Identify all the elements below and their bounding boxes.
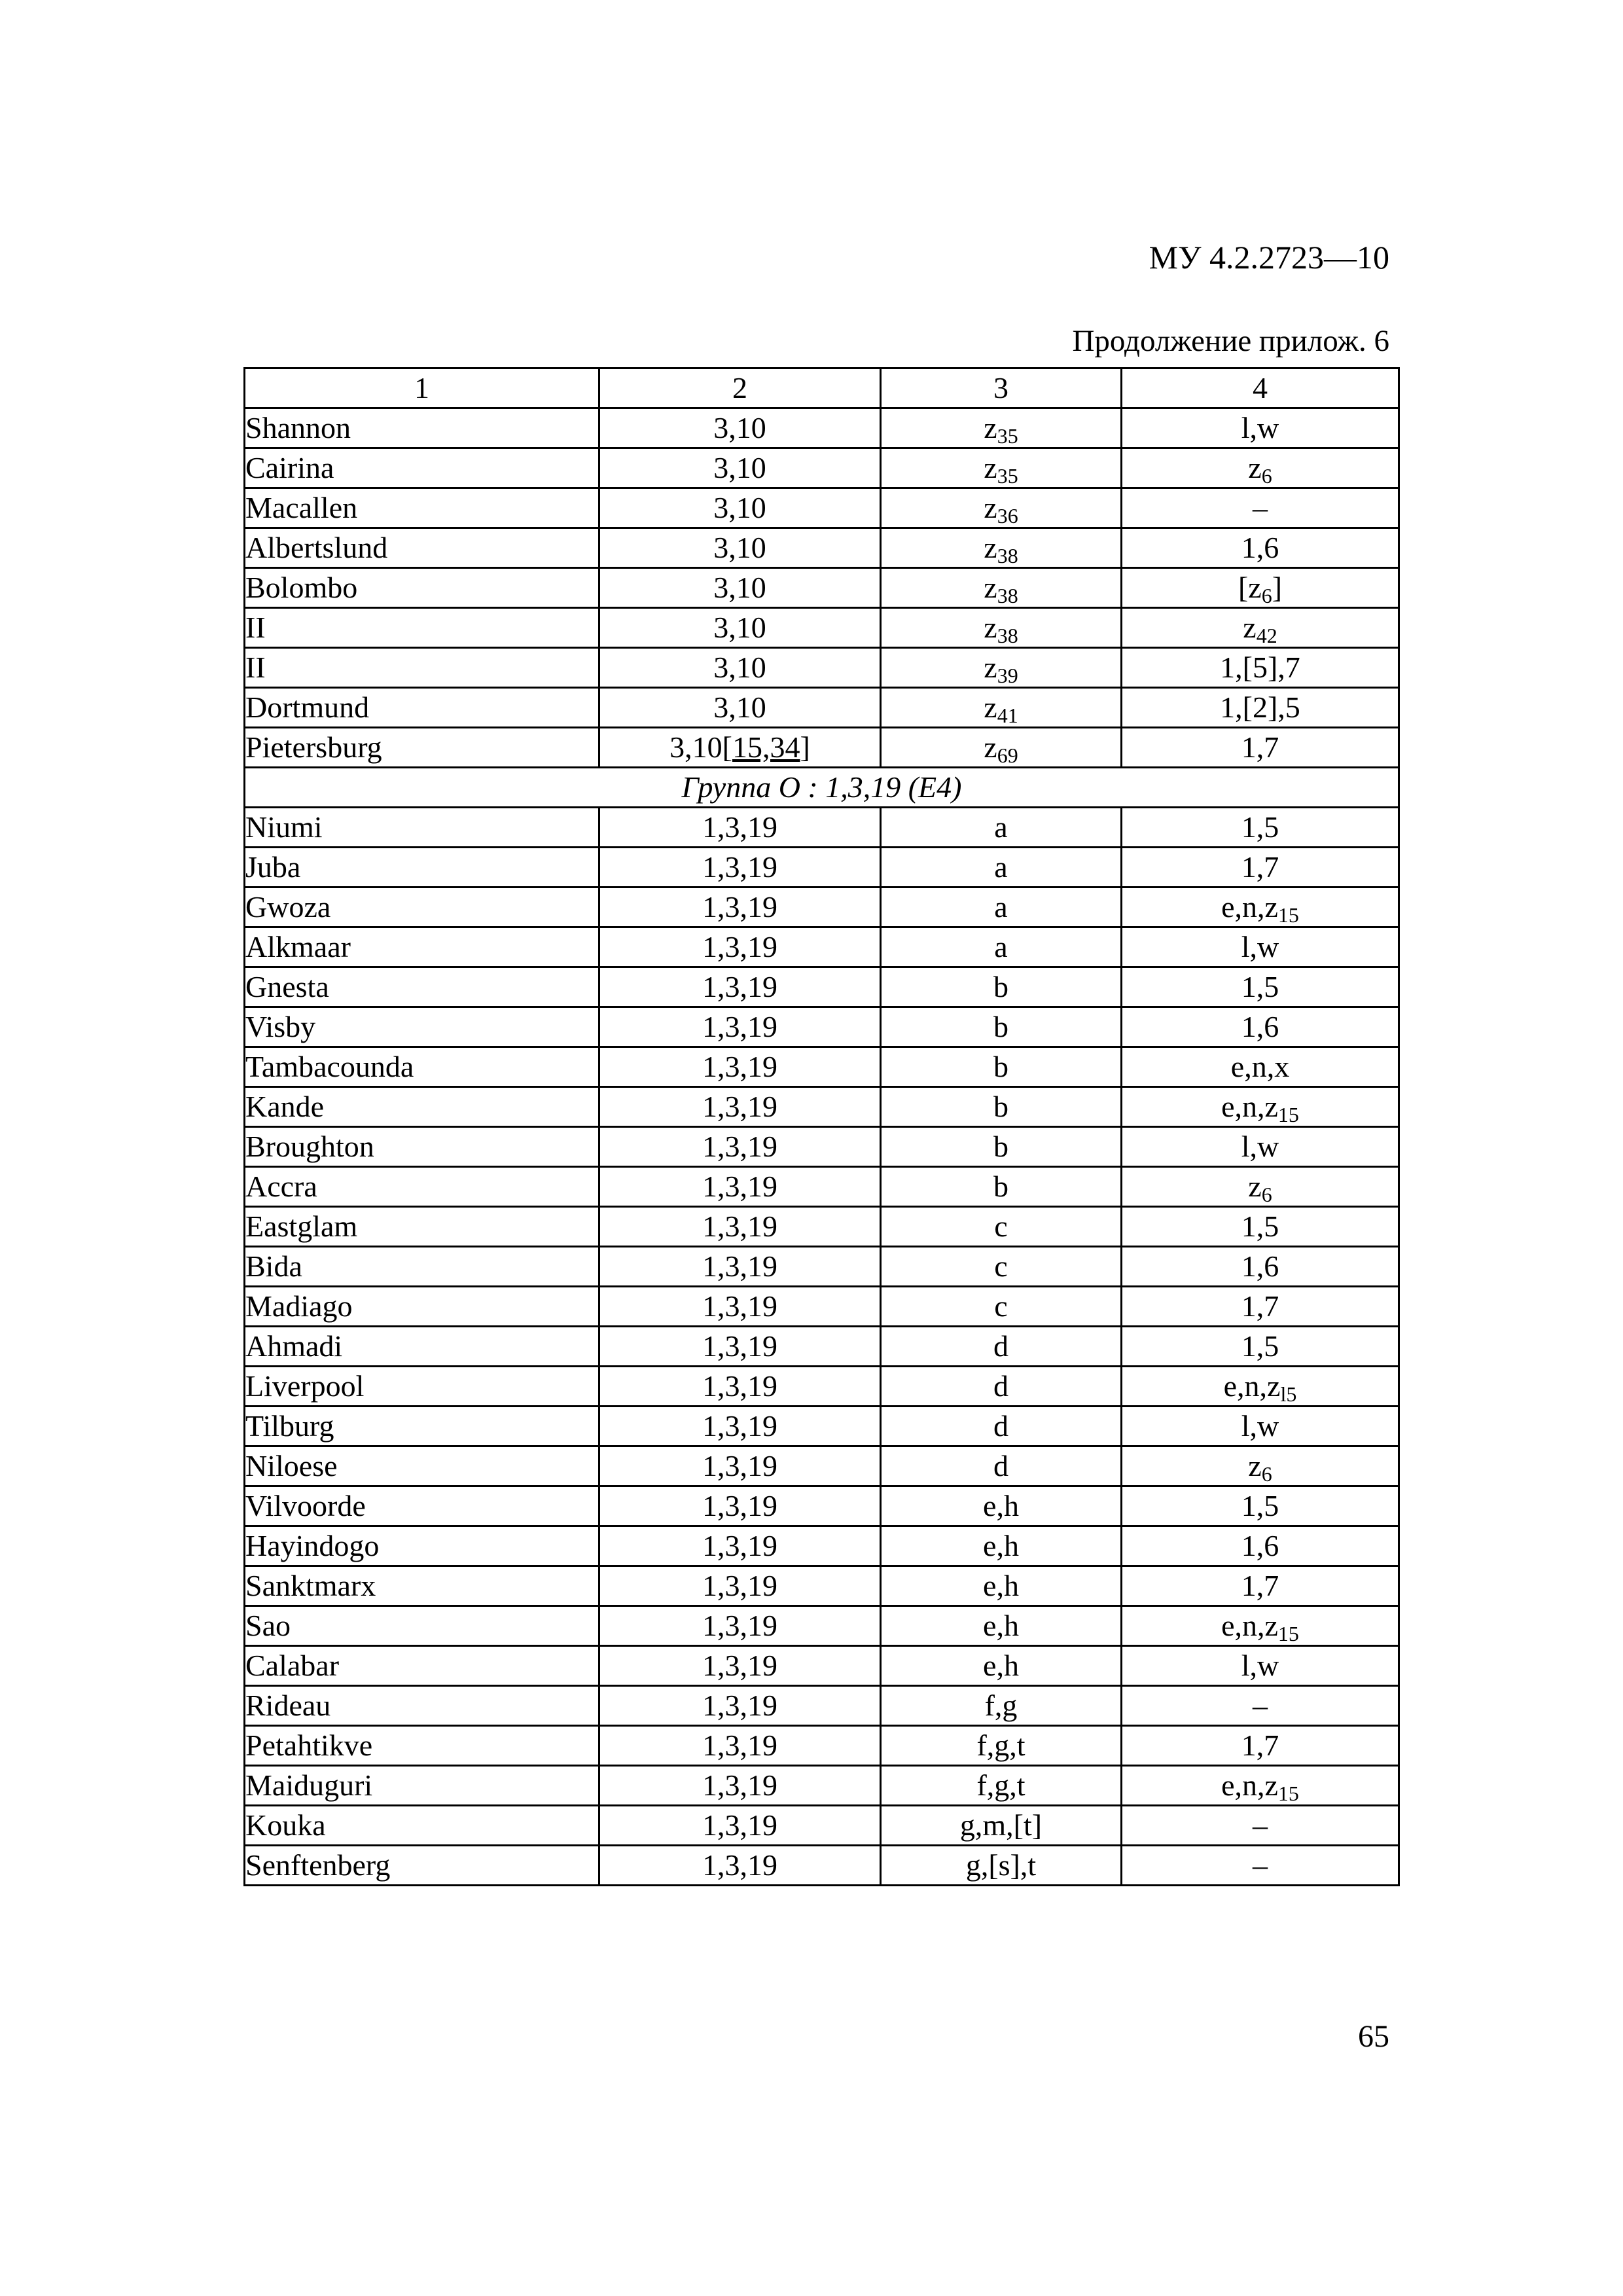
o-antigen: 1,3,19 — [599, 848, 881, 888]
h-antigen-phase1 — [881, 1207, 1122, 1247]
h-antigen-phase2 — [1122, 568, 1399, 608]
subscript-index: 6 — [1261, 1183, 1272, 1206]
serovar-name: Dortmund — [245, 688, 599, 728]
h-antigen-phase2 — [1122, 1606, 1399, 1646]
subscript-index: 39 — [997, 664, 1018, 687]
serovar-name: Tilburg — [245, 1407, 599, 1446]
table-row — [245, 967, 1399, 1007]
subscript-index: 38 — [997, 584, 1018, 607]
o-antigen: 1,3,19 — [599, 1486, 881, 1526]
subscript-index: 15 — [1277, 1782, 1299, 1805]
cell-text: l,w — [1241, 1130, 1279, 1163]
table-row — [245, 1606, 1399, 1646]
cell-text: b — [993, 1170, 1008, 1203]
cell-text: z — [1248, 1170, 1262, 1203]
h-antigen-phase2 — [1122, 1007, 1399, 1047]
table-row — [245, 448, 1399, 488]
h-antigen-phase2 — [1122, 848, 1399, 888]
h-antigen-phase2 — [1122, 528, 1399, 568]
cell-text: [z — [1238, 571, 1262, 604]
h-antigen-phase1 — [881, 448, 1122, 488]
table-row — [245, 888, 1399, 927]
cell-text: 1,7 — [1241, 850, 1279, 884]
cell-text: a — [994, 930, 1008, 963]
h-antigen-phase2 — [1122, 1407, 1399, 1446]
table-row — [245, 408, 1399, 448]
o-antigen: 1,3,19 — [599, 1407, 881, 1446]
cell-text: 1,[5],7 — [1220, 651, 1300, 684]
table-row — [245, 1846, 1399, 1886]
page-number: 65 — [1358, 2019, 1389, 2054]
o-antigen: 1,3,19 — [599, 1566, 881, 1606]
serovar-name: Kande — [245, 1087, 599, 1127]
table-row — [245, 1566, 1399, 1606]
o-antigen: 1,3,19 — [599, 967, 881, 1007]
table-row — [245, 1726, 1399, 1766]
cell-text: z — [984, 451, 997, 484]
cell-text: c — [994, 1289, 1008, 1323]
h-antigen-phase1 — [881, 1686, 1122, 1726]
cell-text: 1,6 — [1241, 1010, 1279, 1043]
h-antigen-phase1 — [881, 967, 1122, 1007]
cell-text: b — [993, 970, 1008, 1003]
o-antigen: 1,3,19 — [599, 808, 881, 848]
table-row — [245, 728, 1399, 768]
cell-text: 15,34 — [732, 730, 800, 764]
h-antigen-phase1 — [881, 1566, 1122, 1606]
serovar-name: Ahmadi — [245, 1327, 599, 1367]
h-antigen-phase1 — [881, 1047, 1122, 1087]
cell-text: e,n,z — [1221, 1090, 1278, 1123]
h-antigen-phase1 — [881, 408, 1122, 448]
o-antigen: 3,10 — [599, 648, 881, 688]
h-antigen-phase2 — [1122, 1127, 1399, 1167]
cell-text: l,w — [1241, 1409, 1279, 1443]
h-antigen-phase1 — [881, 1846, 1122, 1886]
cell-text: l,w — [1241, 930, 1279, 963]
cell-text: e,h — [983, 1649, 1019, 1682]
table-row — [245, 848, 1399, 888]
cell-text: 1,6 — [1241, 531, 1279, 564]
o-antigen: 1,3,19 — [599, 888, 881, 927]
table-row — [245, 1446, 1399, 1486]
cell-text: l,w — [1241, 1649, 1279, 1682]
h-antigen-phase2 — [1122, 1726, 1399, 1766]
table-row — [245, 1327, 1399, 1367]
table-row — [245, 1486, 1399, 1526]
h-antigen-phase1 — [881, 688, 1122, 728]
o-antigen: 1,3,19 — [599, 1846, 881, 1886]
subscript-index: 15 — [1277, 1103, 1299, 1126]
subscript-index: 35 — [997, 464, 1018, 488]
cell-text: – — [1253, 1689, 1268, 1722]
table-row — [245, 568, 1399, 608]
cell-text: d — [993, 1449, 1008, 1482]
h-antigen-phase2 — [1122, 1167, 1399, 1207]
h-antigen-phase1 — [881, 1726, 1122, 1766]
cell-text: l,w — [1241, 411, 1279, 444]
table-row — [245, 1127, 1399, 1167]
serovar-name: Albertslund — [245, 528, 599, 568]
h-antigen-phase1 — [881, 888, 1122, 927]
h-antigen-phase1 — [881, 927, 1122, 967]
o-antigen: 1,3,19 — [599, 1207, 881, 1247]
h-antigen-phase2 — [1122, 408, 1399, 448]
h-antigen-phase1 — [881, 1287, 1122, 1327]
cell-text: z — [984, 411, 997, 444]
serovar-name: Tambacounda — [245, 1047, 599, 1087]
subscript-index: 42 — [1256, 624, 1277, 647]
cell-text: e,n,z — [1221, 1768, 1278, 1802]
h-antigen-phase2 — [1122, 1367, 1399, 1407]
cell-text: z — [984, 571, 997, 604]
serovar-name: Senftenberg — [245, 1846, 599, 1886]
h-antigen-phase2 — [1122, 728, 1399, 768]
subscript-index: 41 — [997, 704, 1018, 727]
column-number-row — [245, 368, 1399, 408]
h-antigen-phase2 — [1122, 1486, 1399, 1526]
h-antigen-phase1 — [881, 648, 1122, 688]
cell-text: 1,7 — [1241, 1729, 1279, 1762]
o-antigen: 1,3,19 — [599, 1167, 881, 1207]
serovar-name: Gnesta — [245, 967, 599, 1007]
table-row — [245, 927, 1399, 967]
h-antigen-phase1 — [881, 1367, 1122, 1407]
serovar-name: Calabar — [245, 1646, 599, 1686]
cell-text: b — [993, 1090, 1008, 1123]
cell-text: z — [984, 531, 997, 564]
subscript-index: 38 — [997, 624, 1018, 647]
cell-text: b — [993, 1010, 1008, 1043]
serovar-name: Niumi — [245, 808, 599, 848]
serovar-name: Sanktmarx — [245, 1566, 599, 1606]
o-antigen: 1,3,19 — [599, 1327, 881, 1367]
cell-text: ] — [800, 730, 810, 764]
h-antigen-phase2 — [1122, 1047, 1399, 1087]
cell-text: 1,[2],5 — [1220, 691, 1300, 724]
cell-text: d — [993, 1369, 1008, 1403]
h-antigen-phase2 — [1122, 1566, 1399, 1606]
o-antigen: 1,3,19 — [599, 1606, 881, 1646]
serovar-name: Pietersburg — [245, 728, 599, 768]
cell-text: d — [993, 1409, 1008, 1443]
cell-text: z — [984, 691, 997, 724]
cell-text: 1,6 — [1241, 1529, 1279, 1562]
serovar-name: Vilvoorde — [245, 1486, 599, 1526]
h-antigen-phase2 — [1122, 808, 1399, 848]
cell-text: 1,5 — [1241, 1210, 1279, 1243]
cell-text: 1,7 — [1241, 730, 1279, 764]
cell-text: e,h — [983, 1529, 1019, 1562]
column-number: 4 — [1122, 368, 1399, 408]
o-antigen: 1,3,19 — [599, 1726, 881, 1766]
cell-text: a — [994, 850, 1008, 884]
cell-text: c — [994, 1210, 1008, 1243]
column-number: 3 — [881, 368, 1122, 408]
h-antigen-phase2 — [1122, 1806, 1399, 1846]
cell-text: – — [1253, 491, 1268, 524]
serovar-name: Juba — [245, 848, 599, 888]
cell-text: f,g,t — [976, 1729, 1026, 1762]
cell-text: e,h — [983, 1569, 1019, 1602]
h-antigen-phase1 — [881, 1606, 1122, 1646]
h-antigen-phase2 — [1122, 1526, 1399, 1566]
h-antigen-phase1 — [881, 1407, 1122, 1446]
h-antigen-phase2 — [1122, 448, 1399, 488]
o-antigen: 3,10 — [599, 568, 881, 608]
h-antigen-phase1 — [881, 1127, 1122, 1167]
serovar-name: Alkmaar — [245, 927, 599, 967]
serovar-name: Macallen — [245, 488, 599, 528]
o-antigen: 1,3,19 — [599, 927, 881, 967]
h-antigen-phase1 — [881, 488, 1122, 528]
cell-text: – — [1253, 1848, 1268, 1882]
cell-text: 1,7 — [1241, 1289, 1279, 1323]
table-row — [245, 1526, 1399, 1566]
o-antigen: 1,3,19 — [599, 1287, 881, 1327]
o-antigen: 1,3,19 — [599, 1646, 881, 1686]
cell-text: 1,5 — [1241, 1329, 1279, 1363]
cell-text: z — [984, 651, 997, 684]
cell-text: a — [994, 810, 1008, 844]
h-antigen-phase1 — [881, 1327, 1122, 1367]
serovar-name: Niloese — [245, 1446, 599, 1486]
subscript-index: 15 — [1277, 1622, 1299, 1645]
cell-text: a — [994, 890, 1008, 924]
cell-text: z — [984, 730, 997, 764]
h-antigen-phase1 — [881, 528, 1122, 568]
h-antigen-phase1 — [881, 728, 1122, 768]
subscript-index: 35 — [997, 424, 1018, 448]
h-antigen-phase1 — [881, 848, 1122, 888]
serovar-name: Rideau — [245, 1686, 599, 1726]
cell-text: b — [993, 1130, 1008, 1163]
serovar-name: Bida — [245, 1247, 599, 1287]
cell-text: z — [1248, 451, 1262, 484]
table-row — [245, 1407, 1399, 1446]
o-antigen: 1,3,19 — [599, 1686, 881, 1726]
cell-text: f,g,t — [976, 1768, 1026, 1802]
h-antigen-phase1 — [881, 1486, 1122, 1526]
cell-text: 1,5 — [1241, 970, 1279, 1003]
serovar-name: Maiduguri — [245, 1766, 599, 1806]
table-row — [245, 688, 1399, 728]
h-antigen-phase2 — [1122, 1846, 1399, 1886]
h-antigen-phase2 — [1122, 927, 1399, 967]
serovar-name: II — [245, 648, 599, 688]
h-antigen-phase2 — [1122, 967, 1399, 1007]
table-row — [245, 1766, 1399, 1806]
o-antigen: 1,3,19 — [599, 1367, 881, 1407]
table-row — [245, 1686, 1399, 1726]
o-antigen: 1,3,19 — [599, 1087, 881, 1127]
cell-text: z — [984, 611, 997, 644]
table-row — [245, 1007, 1399, 1047]
table-row — [245, 1806, 1399, 1846]
cell-text: – — [1253, 1808, 1268, 1842]
o-antigen: 1,3,19 — [599, 1047, 881, 1087]
o-antigen: 3,10 — [599, 688, 881, 728]
serovar-name: Accra — [245, 1167, 599, 1207]
o-antigen: 1,3,19 — [599, 1526, 881, 1566]
cell-text: 1,5 — [1241, 810, 1279, 844]
h-antigen-phase2 — [1122, 1087, 1399, 1127]
h-antigen-phase1 — [881, 1446, 1122, 1486]
h-antigen-phase1 — [881, 568, 1122, 608]
serovar-name: Visby — [245, 1007, 599, 1047]
cell-text: e,n,x — [1230, 1050, 1290, 1083]
cell-text: z — [1248, 1449, 1262, 1482]
table-row — [245, 1646, 1399, 1686]
h-antigen-phase1 — [881, 1007, 1122, 1047]
cell-text: 3,10[ — [669, 730, 732, 764]
serovar-name: Hayindogo — [245, 1526, 599, 1566]
h-antigen-phase1 — [881, 1167, 1122, 1207]
h-antigen-phase1 — [881, 608, 1122, 648]
column-number: 1 — [245, 368, 599, 408]
o-antigen: 1,3,19 — [599, 1806, 881, 1846]
group-heading-row — [245, 768, 1399, 808]
cell-text: e,h — [983, 1489, 1019, 1522]
cell-text: c — [994, 1249, 1008, 1283]
serovar-name: Sao — [245, 1606, 599, 1646]
serovar-name: Cairina — [245, 448, 599, 488]
continuation-label: Продолжение прилож. 6 — [1072, 324, 1389, 358]
h-antigen-phase2 — [1122, 888, 1399, 927]
h-antigen-phase2 — [1122, 1327, 1399, 1367]
o-antigen — [599, 728, 881, 768]
subscript-index: 15 — [1277, 903, 1299, 927]
table-row — [245, 1087, 1399, 1127]
h-antigen-phase2 — [1122, 648, 1399, 688]
serovar-name: Kouka — [245, 1806, 599, 1846]
o-antigen: 1,3,19 — [599, 1766, 881, 1806]
cell-text: e,h — [983, 1609, 1019, 1642]
cell-text: z — [1243, 611, 1257, 644]
serovar-name: II — [245, 608, 599, 648]
cell-text: g,[s],t — [965, 1848, 1037, 1882]
subscript-index: 69 — [997, 744, 1018, 767]
serovar-name: Madiago — [245, 1287, 599, 1327]
subscript-index: 6 — [1261, 464, 1272, 488]
group-heading: Группа О : 1,3,19 (Е4) — [245, 768, 1399, 808]
table-row — [245, 648, 1399, 688]
table-row — [245, 808, 1399, 848]
serovar-name: Bolombo — [245, 568, 599, 608]
cell-text: z — [984, 491, 997, 524]
serovar-name: Shannon — [245, 408, 599, 448]
cell-text: ] — [1272, 571, 1283, 604]
o-antigen: 1,3,19 — [599, 1127, 881, 1167]
h-antigen-phase2 — [1122, 1207, 1399, 1247]
table-row — [245, 608, 1399, 648]
serovar-name: Liverpool — [245, 1367, 599, 1407]
h-antigen-phase1 — [881, 1526, 1122, 1566]
cell-text: e,n,z — [1221, 1609, 1278, 1642]
o-antigen: 3,10 — [599, 528, 881, 568]
h-antigen-phase1 — [881, 1806, 1122, 1846]
serovar-name: Gwoza — [245, 888, 599, 927]
table-row — [245, 1207, 1399, 1247]
table-row — [245, 1167, 1399, 1207]
o-antigen: 3,10 — [599, 448, 881, 488]
serovar-name: Petahtikve — [245, 1726, 599, 1766]
h-antigen-phase1 — [881, 1087, 1122, 1127]
cell-text: f,g — [984, 1689, 1018, 1722]
table-row — [245, 1247, 1399, 1287]
cell-text: e,n,z — [1223, 1369, 1281, 1403]
table-row — [245, 528, 1399, 568]
column-number: 2 — [599, 368, 881, 408]
o-antigen: 1,3,19 — [599, 1446, 881, 1486]
h-antigen-phase1 — [881, 808, 1122, 848]
h-antigen-phase2 — [1122, 1646, 1399, 1686]
document-code: МУ 4.2.2723—10 — [1149, 239, 1389, 276]
h-antigen-phase1 — [881, 1646, 1122, 1686]
cell-text: 1,5 — [1241, 1489, 1279, 1522]
h-antigen-phase2 — [1122, 1766, 1399, 1806]
h-antigen-phase2 — [1122, 1446, 1399, 1486]
serovar-table — [243, 367, 1400, 1886]
subscript-index: 6 — [1261, 1462, 1272, 1486]
h-antigen-phase1 — [881, 1766, 1122, 1806]
h-antigen-phase2 — [1122, 1247, 1399, 1287]
cell-text: 1,7 — [1241, 1569, 1279, 1602]
h-antigen-phase2 — [1122, 1686, 1399, 1726]
serovar-name: Eastglam — [245, 1207, 599, 1247]
h-antigen-phase2 — [1122, 688, 1399, 728]
o-antigen: 3,10 — [599, 488, 881, 528]
h-antigen-phase1 — [881, 1247, 1122, 1287]
o-antigen: 3,10 — [599, 608, 881, 648]
table-row — [245, 1367, 1399, 1407]
h-antigen-phase2 — [1122, 608, 1399, 648]
o-antigen: 3,10 — [599, 408, 881, 448]
table-row — [245, 488, 1399, 528]
subscript-index: 36 — [997, 504, 1018, 528]
cell-text: d — [993, 1329, 1008, 1363]
cell-text: b — [993, 1050, 1008, 1083]
table-row — [245, 1287, 1399, 1327]
cell-text: 1,6 — [1241, 1249, 1279, 1283]
subscript-index: l5 — [1280, 1382, 1297, 1406]
subscript-index: 6 — [1261, 584, 1272, 607]
serovar-name: Broughton — [245, 1127, 599, 1167]
table-row — [245, 1047, 1399, 1087]
o-antigen: 1,3,19 — [599, 1247, 881, 1287]
cell-text: g,m,[t] — [959, 1808, 1043, 1842]
h-antigen-phase2 — [1122, 1287, 1399, 1327]
h-antigen-phase2 — [1122, 488, 1399, 528]
o-antigen: 1,3,19 — [599, 1007, 881, 1047]
cell-text: e,n,z — [1221, 890, 1278, 924]
subscript-index: 38 — [997, 544, 1018, 567]
